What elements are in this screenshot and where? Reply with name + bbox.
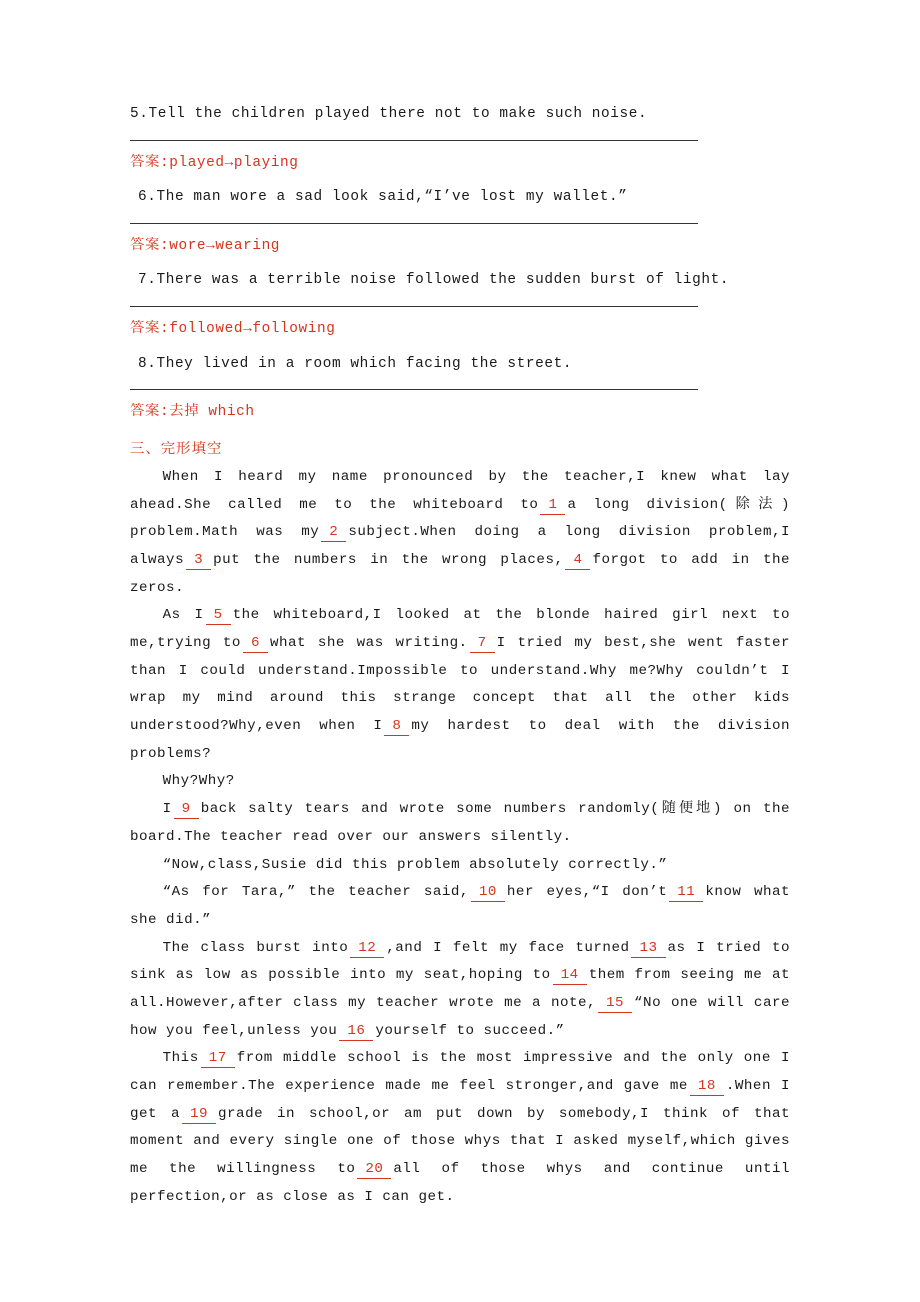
- answer-text-5: played→playing: [169, 154, 299, 171]
- answer-rule-7: [130, 306, 698, 307]
- answer-label-5: 答案:: [130, 154, 170, 171]
- exercise-answer-6: [130, 236, 790, 258]
- exercise-question-5: 5.Tell the children played there not to make such noise.: [130, 106, 648, 122]
- exercise-question-7: 7.There was a terrible noise followed the sudden burst of light.: [138, 272, 730, 289]
- cloze-text-8c: .When I get a: [130, 1078, 790, 1122]
- answer-label-8: 答案:: [130, 404, 170, 421]
- cloze-paragraph-1: [130, 464, 790, 602]
- cloze-text-7c: as I tried to sink as low as possible into my seat,hoping to: [130, 939, 790, 984]
- answer-rule-6: [130, 223, 698, 224]
- exercise-answer-7: [130, 319, 790, 341]
- answer-label-7: 答案:: [130, 321, 170, 338]
- cloze-text-2e: my hardest to deal with the division problems?: [130, 718, 790, 762]
- cloze-text-7a: The class burst into: [162, 939, 349, 956]
- cloze-paragraph-6: [130, 879, 790, 934]
- cloze-paragraph-2: [130, 602, 790, 768]
- cloze-text-6c: know what she did.”: [130, 884, 790, 928]
- cloze-blank-20: 20: [357, 1161, 391, 1179]
- exercise-answer-8: [130, 402, 790, 424]
- answer-text-6: wore→wearing: [169, 237, 281, 254]
- answer-text-7: followed→following: [169, 321, 336, 338]
- cloze-blank-2: 2: [321, 524, 346, 542]
- cloze-text-8d: grade in school,or am put down by somebody,I think of that moment and every single one of those whys that I asked myself,which gives me the willingness to: [130, 1105, 790, 1178]
- cloze-text-2d: I tried my best,she went faster than I could understand.Impossible to understand.Why me?Why couldn’t I wrap my mind around this strange concept that all the other kids understood?Why,even when I: [130, 635, 790, 735]
- cloze-blank-6: 6: [243, 635, 268, 653]
- cloze-text-6a: “As for Tara,” the teacher said,: [162, 884, 469, 901]
- cloze-paragraph-4: [130, 796, 790, 851]
- cloze-blank-17: 17: [201, 1050, 235, 1068]
- answer-text-8: 去掉 which: [169, 404, 255, 421]
- cloze-blank-13: 13: [631, 940, 665, 958]
- cloze-blank-12: 12: [350, 940, 384, 958]
- answer-label-6: 答案:: [130, 237, 170, 254]
- cloze-text-8e: all of those whys and continue until perfection,or as close as I can get.: [130, 1161, 791, 1205]
- cloze-text-2a: As I: [162, 607, 204, 624]
- cloze-text-1b: a long division(除法) problem.Math was my: [130, 496, 790, 541]
- cloze-text-1d: put the numbers in the wrong places,: [213, 551, 564, 568]
- exercise-question-6: 6.The man wore a sad look said,“I’ve lost my wallet.”: [138, 189, 628, 206]
- cloze-text-2c: what she was writing.: [269, 635, 468, 651]
- cloze-text-7d: them from seeing me at all.However,after class my teacher wrote me a note,: [130, 967, 790, 1011]
- cloze-blank-18: 18: [690, 1078, 724, 1096]
- cloze-text-4a: I: [162, 801, 172, 818]
- cloze-text-1a: When I heard my name pronounced by the teacher,I knew what lay ahead.She called me to the whiteboard to: [130, 468, 790, 513]
- cloze-blank-1: 1: [540, 497, 565, 515]
- cloze-blank-14: 14: [553, 967, 587, 985]
- exercise-answer-5: [130, 153, 790, 175]
- answer-rule-8: [130, 389, 698, 390]
- cloze-blank-4: 4: [565, 552, 590, 570]
- cloze-paragraph-8: [130, 1045, 790, 1211]
- exercise-question-8: 8.They lived in a room which facing the street.: [138, 355, 573, 372]
- cloze-text-8a: This: [162, 1050, 199, 1067]
- cloze-text-7e: “No one will care how you feel,unless you: [130, 994, 790, 1039]
- cloze-text-4b: back salty tears and wrote some numbers randomly(随便地) on the board.The teacher read over our answers silently.: [130, 801, 790, 845]
- cloze-blank-5: 5: [206, 607, 231, 625]
- cloze-blank-19: 19: [182, 1106, 216, 1124]
- cloze-text-1e: forgot to add in the zeros.: [130, 551, 790, 596]
- cloze-text-8b: from middle school is the most impressive and the only one I can remember.The experience made me feel stronger,and gave me: [130, 1050, 790, 1094]
- cloze-blank-10: 10: [471, 884, 505, 902]
- answer-rule-5: [130, 140, 698, 141]
- cloze-blank-15: 15: [598, 995, 632, 1013]
- cloze-blank-11: 11: [669, 884, 703, 902]
- cloze-paragraph-3: Why?Why?: [162, 773, 235, 790]
- cloze-paragraph-5: “Now,class,Susie did this problem absolutely correctly.”: [162, 856, 668, 873]
- cloze-text-2b: the whiteboard,I looked at the blonde haired girl next to me,trying to: [130, 607, 790, 651]
- page-content: [130, 104, 790, 1211]
- cloze-blank-7: 7: [470, 635, 495, 653]
- cloze-blank-3: 3: [186, 552, 211, 570]
- cloze-blank-16: 16: [339, 1023, 373, 1041]
- section-heading-cloze: 三、完形填空: [130, 440, 223, 457]
- cloze-blank-9: 9: [174, 801, 199, 819]
- cloze-text-7f: yourself to succeed.”: [375, 1022, 565, 1039]
- cloze-text-6b: her eyes,“I don’t: [506, 884, 668, 901]
- cloze-paragraph-7: [130, 935, 790, 1046]
- cloze-text-7b: ,and I felt my face turned: [386, 939, 630, 956]
- cloze-text-1c: subject.When doing a long division problem,I always: [130, 524, 790, 568]
- cloze-blank-8: 8: [384, 718, 409, 736]
